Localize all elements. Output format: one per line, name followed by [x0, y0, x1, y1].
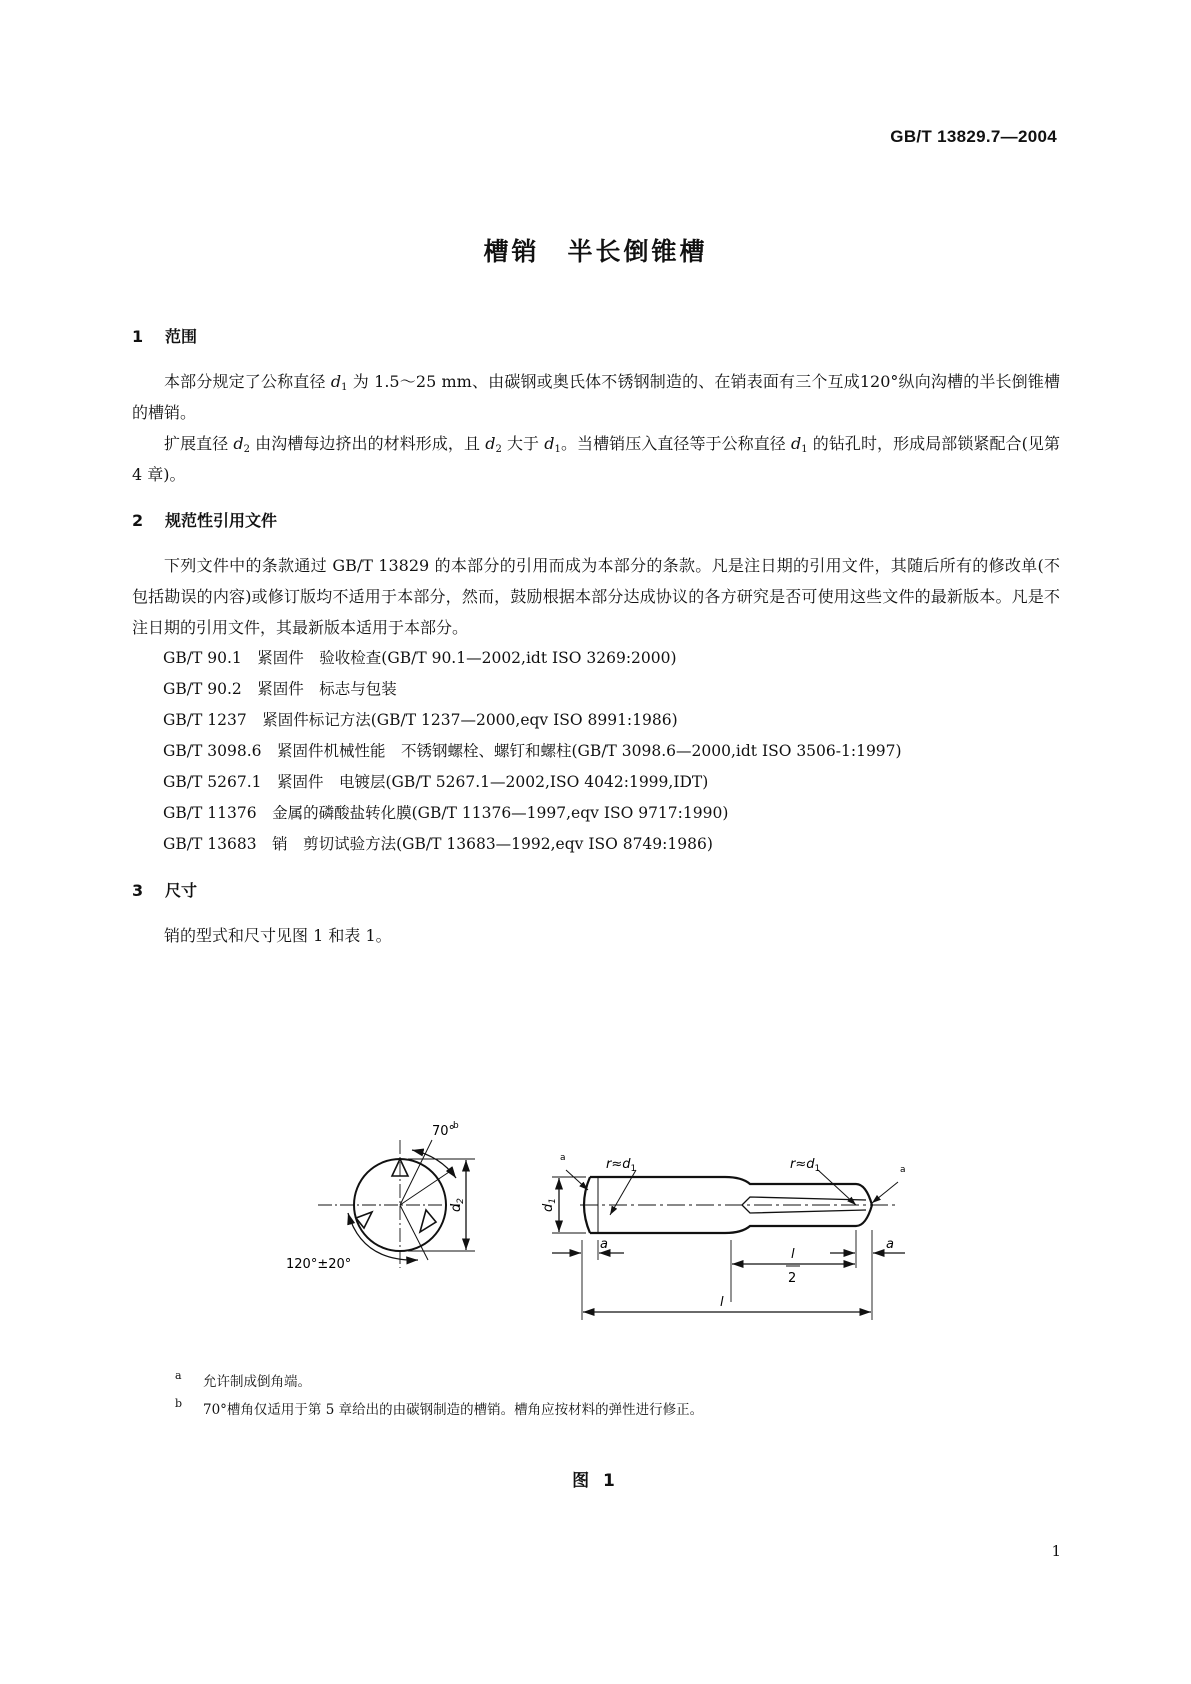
text-run: 为 1.5～25 mm、由碳钢或奥氏体不锈钢制造的、在销表面有三个互成120°纵向沟槽的半长倒锥槽的槽销。 — [132, 372, 1060, 422]
chamfer-mark-left: a — [560, 1153, 566, 1163]
l-half-numerator: l — [791, 1247, 795, 1262]
page-number: 1 — [1051, 1542, 1061, 1560]
l-label: l — [720, 1295, 724, 1310]
reference-item: GB/T 3098.6 紧固件机械性能 不锈钢螺栓、螺钉和螺柱(GB/T 3098.6—2000,idt ISO 3506-1:1997) — [163, 742, 902, 760]
math-sub: 1 — [801, 444, 808, 455]
radius-label-right: $r\approx d_1$ — [790, 1157, 821, 1174]
note-text: 允许制成倒角端。 — [203, 1374, 311, 1390]
text-run: 。当槽销压入直径等于公称直径 — [560, 434, 792, 453]
text-run: 本部分规定了公称直径 — [164, 372, 331, 391]
section-3-title: 尺寸 — [165, 881, 198, 900]
text-run: 由沟槽每边挤出的材料形成，且 — [250, 434, 486, 453]
text-run: 扩展直径 — [164, 434, 234, 453]
a-label-left: a — [600, 1237, 608, 1252]
math-sub: 1 — [341, 382, 348, 393]
section-1-number: 1 — [132, 327, 144, 346]
section-3-number: 3 — [132, 881, 144, 900]
note-text: 70°槽角仅适用于第 5 章给出的由碳钢制造的槽销。槽角应按材料的弹性进行修正。 — [203, 1402, 704, 1418]
l-half-denominator: 2 — [788, 1271, 797, 1286]
angle-70-label: 70° — [432, 1124, 456, 1139]
a-label-right: a — [886, 1237, 894, 1252]
math-sub: 2 — [243, 444, 251, 455]
reference-item: GB/T 11376 金属的磷酸盐转化膜(GB/T 11376—1997,eqv ISO 9717:1990) — [163, 804, 729, 822]
math-var: d — [544, 434, 555, 453]
taper-groove-lower — [742, 1205, 866, 1213]
angle-70-mark: b — [453, 1121, 459, 1131]
figure-caption: 图 1 — [572, 1471, 619, 1491]
note-mark: a — [175, 1369, 182, 1382]
figure-notes — [175, 1368, 1055, 1424]
math-var: d — [330, 372, 342, 391]
chamfer-leader-right — [872, 1182, 898, 1203]
document-title: 槽销 半长倒锥槽 — [483, 237, 708, 266]
taper-groove-upper — [742, 1197, 866, 1205]
math-sub: 1 — [554, 444, 561, 455]
math-var: d — [233, 434, 244, 453]
groove-right — [420, 1210, 436, 1232]
reference-item: GB/T 5267.1 紧固件 电镀层(GB/T 5267.1—2002,ISO 4042:1999,IDT) — [163, 773, 709, 791]
note-mark: b — [175, 1397, 183, 1410]
text-run: 大于 — [501, 434, 545, 453]
section-2-number: 2 — [132, 511, 144, 530]
section-2-title: 规范性引用文件 — [165, 511, 278, 530]
math-var: d — [485, 434, 496, 453]
chamfer-leader-left — [566, 1170, 588, 1190]
standard-number: GB/T 13829.7—2004 — [890, 127, 1057, 146]
reference-item: GB/T 90.1 紧固件 验收检查(GB/T 90.1—2002,idt ISO 3269:2000) — [163, 649, 677, 667]
section-3-paragraph: 销的型式和尺寸见图 1 和表 1。 — [164, 926, 392, 945]
angle-120-label: 120°±20° — [286, 1257, 352, 1272]
reference-item: GB/T 1237 紧固件标记方法(GB/T 1237—2000,eqv ISO 8991:1986) — [163, 711, 678, 729]
radius-label-left: $r\approx d_1$ — [606, 1157, 637, 1174]
text-run: 的钻孔时，形成局部锁紧配合(见第 4 章)。 — [132, 434, 1060, 484]
note-b — [175, 1396, 1055, 1424]
math-sub: 2 — [495, 444, 502, 455]
reference-item: GB/T 90.2 紧固件 标志与包装 — [163, 680, 397, 698]
reference-item: GB/T 13683 销 剪切试验方法(GB/T 13683—1992,eqv ISO 8749:1986) — [163, 835, 713, 853]
section-2-paragraph: 下列文件中的条款通过 GB/T 13829 的本部分的引用而成为本部分的条款。凡是注日期的引用文件，其随后所有的修改单(不包括勘误的内容)或修订版均不适用于本部分，然而，鼓励根据本部分达成协议的各方研究是否可使用这些文件的最新版本。凡是不注日期的引用文件，其最新版本适用于本部分。 — [132, 556, 1060, 637]
d2-label: $d_2$ — [449, 1198, 466, 1212]
chamfer-mark-right: a — [900, 1165, 906, 1175]
d1-label: $d_1$ — [541, 1198, 558, 1212]
math-var: d — [791, 434, 802, 453]
note-a — [175, 1368, 1055, 1396]
section-1-title: 范围 — [165, 327, 198, 346]
